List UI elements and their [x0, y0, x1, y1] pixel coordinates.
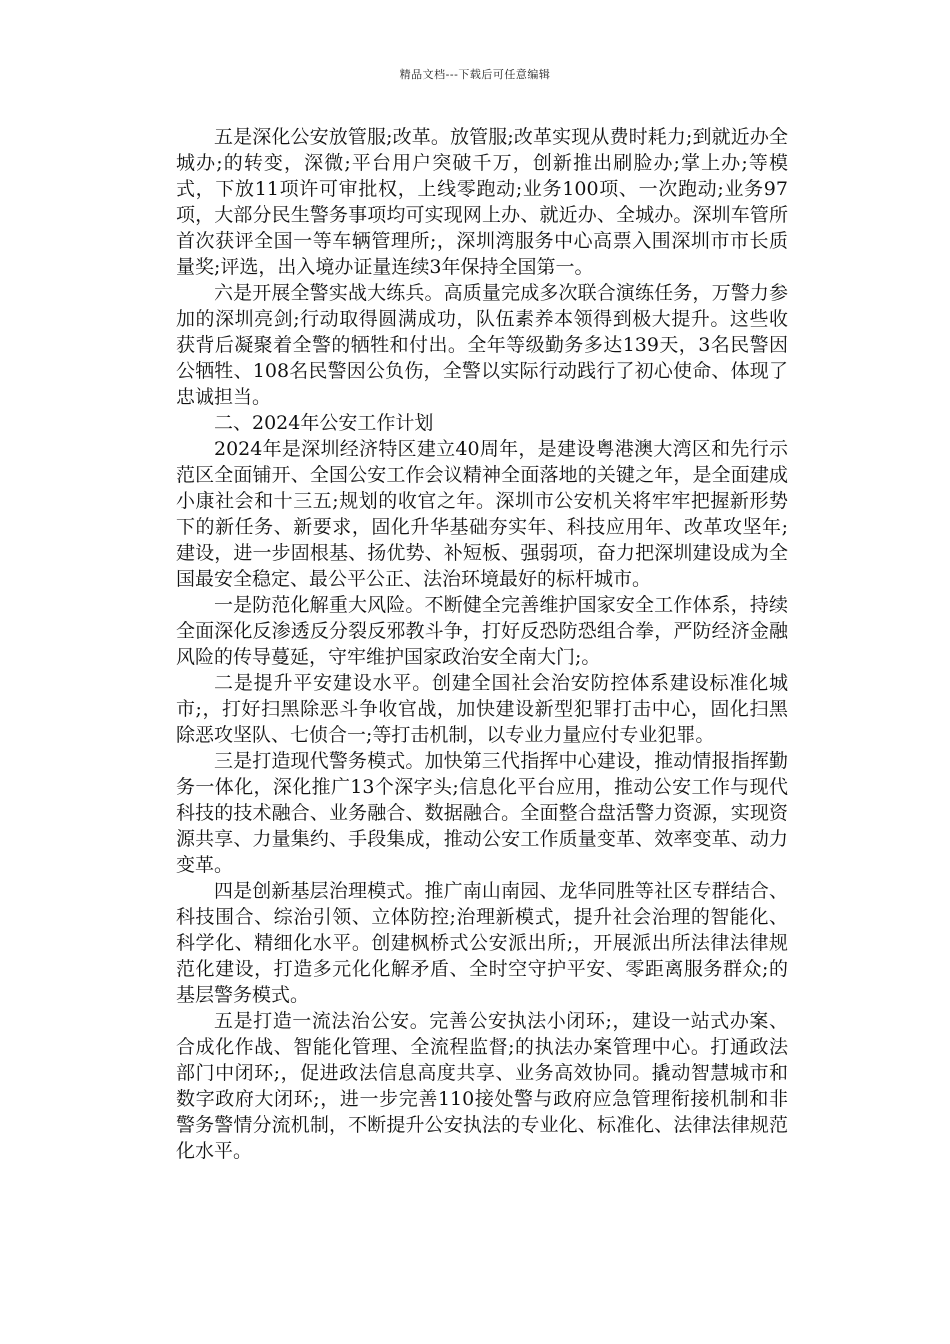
section-heading-2024-plan: 二、2024年公安工作计划	[214, 412, 434, 434]
document-body	[176, 124, 788, 1164]
paragraph-modern-policing: 三是打造现代警务模式。加快第三代指挥中心建设，推动情报指挥勤务一体化，深化推广13个深字头;信息化平台应用，推动公安工作与现代科技的技术融合、业务融合、数据融合。全面整合盘活警力资源，实现资源共享、力量集约、手段集成，推动公安工作质量变革、效率变革、动力变革。	[176, 750, 788, 876]
paragraph-grassroots-governance: 四是创新基层治理模式。推广南山南园、龙华同胜等社区专群结合、科技围合、综治引领、立体防控;治理新模式，提升社会治理的智能化、科学化、精细化水平。创建枫桥式公安派出所;，开展派出所法律法律规范化建设，打造多元化化解矛盾、全时空守护平安、零距离服务群众;的基层警务模式。	[176, 880, 788, 1006]
paragraph-training: 六是开展全警实战大练兵。高质量完成多次联合演练任务，万警力参加的深圳亮剑;行动取得圆满成功，队伍素养本领得到极大提升。这些收获背后凝聚着全警的牺牲和付出。全年等级勤务多达139天，3名民警因公牺牲、108名民警因公负伤，全警以实际行动践行了初心使命、体现了忠诚担当。	[176, 282, 788, 408]
paragraph-reform-service: 五是深化公安放管服;改革。放管服;改革实现从费时耗力;到就近办全城办;的转变，深微;平台用户突破千万，创新推出刷脸办;掌上办;等模式，下放11项许可审批权，上线零跑动;业务100项、一次跑动;业务97项，大部分民生警务事项均可实现网上办、就近办、全城办。深圳车管所首次获评全国一等车辆管理所;，深圳湾服务中心高票入围深圳市市长质量奖;评选，出入境办证量连续3年保持全国第一。	[176, 126, 788, 278]
paragraph-safety-construction: 二是提升平安建设水平。创建全国社会治安防控体系建设标准化城市;，打好扫黑除恶斗争收官战，加快建设新型犯罪打击中心，固化扫黑除恶攻坚队、七侦合一;等打击机制，以专业力量应付专业犯罪。	[176, 672, 788, 746]
paragraph-rule-of-law: 五是打造一流法治公安。完善公安执法小闭环;，建设一站式办案、合成化作战、智能化管理、全流程监督;的执法办案管理中心。打通政法部门中闭环;，促进政法信息高度共享、业务高效协同。撬动智慧城市和数字政府大闭环;，进一步完善110接处警与政府应急管理衔接机制和非警务警情分流机制，不断提升公安执法的专业化、标准化、法律法律规范化水平。	[176, 1010, 788, 1162]
paragraph-risk-prevention: 一是防范化解重大风险。不断健全完善维护国家安全工作体系，持续全面深化反渗透反分裂反邪教斗争，打好反恐防恐组合拳，严防经济金融风险的传导蔓延，守牢维护国家政治安全南大门;。	[176, 594, 788, 668]
paragraph-2024-overview: 2024年是深圳经济特区建立40周年，是建设粤港澳大湾区和先行示范区全面铺开、全国公安工作会议精神全面落地的关键之年，是全面建成小康社会和十三五;规划的收官之年。深圳市公安机关将牢牢把握新形势下的新任务、新要求，固化升华基础夯实年、科技应用年、改革攻坚年;建设，进一步固根基、扬优势、补短板、强弱项，奋力把深圳建设成为全国最安全稳定、最公平公正、法治环境最好的标杆城市。	[176, 438, 788, 590]
header-note: 精品文档---下载后可任意编辑	[399, 68, 551, 81]
